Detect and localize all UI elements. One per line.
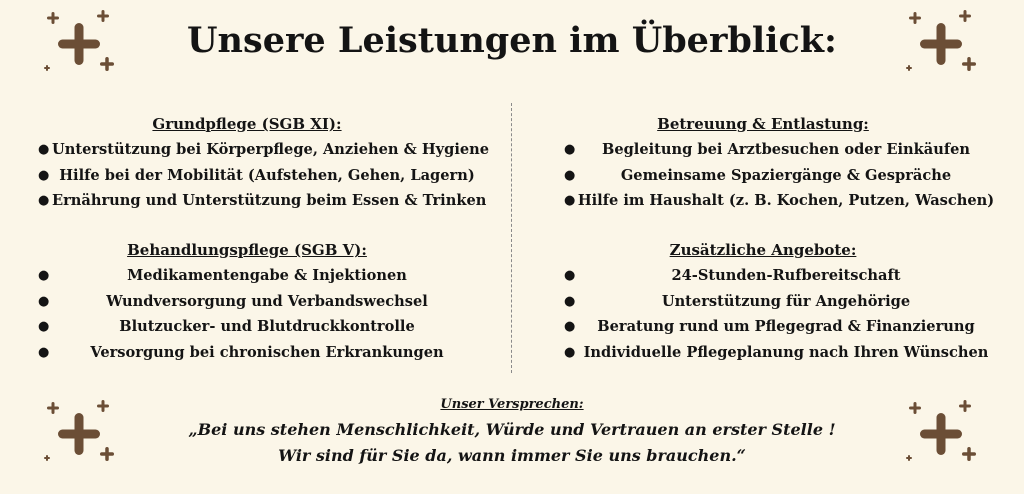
bullet-icon: ●	[38, 344, 50, 360]
page-title: Unsere Leistungen im Überblick:	[187, 20, 837, 61]
list-item: ● Hilfe im Haushalt (z. B. Kochen, Putzen, Waschen)	[528, 188, 998, 214]
bullet-icon: ●	[564, 319, 576, 334]
bullet-icon: ●	[38, 142, 50, 157]
bullet-icon: ●	[38, 193, 50, 208]
bullet-icon: ●	[38, 268, 50, 283]
column-divider	[511, 103, 512, 373]
list-item: ● Medikamentengabe & Injektionen	[12, 263, 482, 289]
list-item: ● Unterstützung bei Körperpflege, Anziehen & Hygiene	[12, 137, 482, 163]
bullet-icon: ●	[564, 193, 576, 208]
list-item: ● Hilfe bei der Mobilität (Aufstehen, Gehen, Lagern)	[12, 163, 482, 189]
bullet-icon: ●	[564, 268, 576, 283]
section-behandlungspflege	[12, 238, 482, 365]
list-item: ● Individuelle Pflegeplanung nach Ihren Wünschen	[528, 340, 998, 366]
promise-heading: Unser Versprechen:	[440, 397, 584, 412]
bullet-icon: ●	[38, 167, 50, 183]
section-betreuung	[528, 112, 998, 214]
bullet-icon: ●	[38, 293, 50, 309]
promise-line-1: „Bei uns stehen Menschlichkeit, Würde und Vertrauen an erster Stelle !	[188, 420, 836, 439]
list-item: ● Unterstützung für Angehörige	[528, 289, 998, 315]
section-heading: Behandlungspflege (SGB V):	[127, 241, 367, 259]
promise-line-2: Wir sind für Sie da, wann immer Sie uns brauchen.“	[278, 446, 746, 465]
bullet-icon: ●	[564, 142, 576, 157]
list-item: ● Versorgung bei chronischen Erkrankungen	[12, 340, 482, 366]
section-heading: Grundpflege (SGB XI):	[152, 115, 342, 133]
list-item: ● Gemeinsame Spaziergänge & Gespräche	[528, 163, 998, 189]
section-heading: Betreuung & Entlastung:	[657, 115, 869, 133]
list-item: ● Wundversorgung und Verbandswechsel	[12, 289, 482, 315]
list-item: ● 24-Stunden-Rufbereitschaft	[528, 263, 998, 289]
list-item: ● Blutzucker- und Blutdruckkontrolle	[12, 314, 482, 340]
bullet-icon: ●	[564, 344, 576, 360]
list-item: ● Ernährung und Unterstützung beim Essen & Trinken	[12, 188, 482, 214]
section-heading: Zusätzliche Angebote:	[669, 241, 857, 259]
list-item: ● Beratung rund um Pflegegrad & Finanzierung	[528, 314, 998, 340]
section-grundpflege	[12, 112, 490, 214]
bullet-icon: ●	[564, 293, 576, 309]
list-item: ● Begleitung bei Arztbesuchen oder Einkäufen	[528, 137, 998, 163]
bullet-icon: ●	[38, 319, 50, 334]
bullet-icon: ●	[564, 167, 576, 183]
section-zusaetzliche-angebote	[528, 238, 998, 365]
